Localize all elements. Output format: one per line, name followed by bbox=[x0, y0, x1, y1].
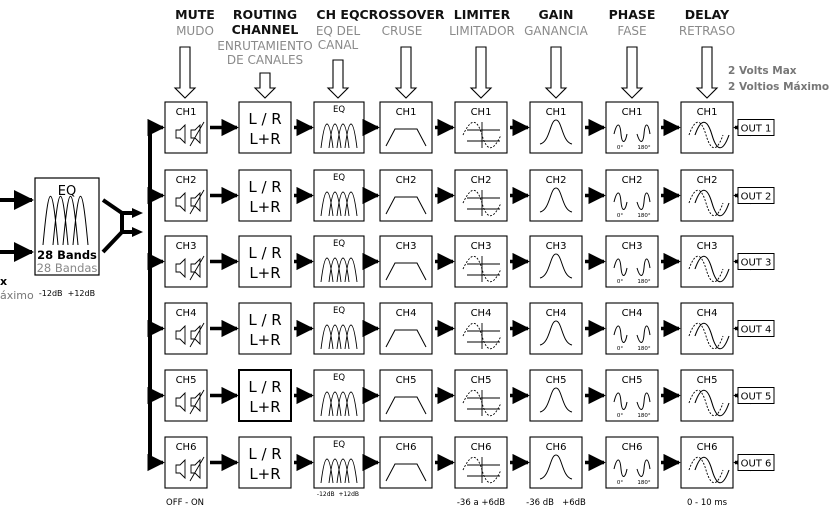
channel-label: CH1 bbox=[696, 107, 718, 118]
limiter-box-ch4 bbox=[455, 303, 507, 354]
channel-label: CH2 bbox=[395, 175, 417, 186]
header-delay-title: DELAY bbox=[684, 7, 730, 22]
volts-note-en: 2 Volts Max bbox=[728, 65, 797, 77]
channel-label: CH4 bbox=[175, 308, 197, 319]
routing-box-ch4 bbox=[239, 303, 291, 354]
channel-label: CH2 bbox=[175, 175, 197, 186]
header-phase-subtitle: FASE bbox=[617, 24, 647, 38]
channel-label: CH1 bbox=[175, 107, 197, 118]
channel-label: CH3 bbox=[696, 241, 718, 252]
crossover-box-ch3 bbox=[380, 236, 432, 287]
routing-box-ch5 bbox=[239, 370, 291, 421]
header-arrow-limiter bbox=[471, 47, 491, 98]
channel-label: CH2 bbox=[470, 175, 492, 186]
gain-box-ch1 bbox=[530, 102, 582, 153]
crossover-box-ch4 bbox=[380, 303, 432, 354]
channel-label: CH6 bbox=[175, 442, 197, 453]
channel-row-6 bbox=[150, 437, 774, 488]
routing-lplusr: L+R bbox=[249, 198, 281, 216]
range-gain: -36 dB +6dB bbox=[526, 498, 586, 508]
channel-label: CH1 bbox=[621, 107, 643, 118]
channel-label: CH4 bbox=[395, 308, 417, 319]
phase-0-label: 0° bbox=[616, 145, 624, 151]
channel-label: CH3 bbox=[621, 241, 643, 252]
output-label-3 bbox=[738, 254, 774, 270]
cheq-box-ch4 bbox=[314, 303, 364, 354]
channel-row-4 bbox=[150, 303, 774, 354]
header-crossover-subtitle: CRUSE bbox=[381, 24, 423, 38]
delay-box-ch1 bbox=[681, 102, 733, 153]
eq-label: EQ bbox=[332, 239, 346, 249]
mute-box-ch6 bbox=[165, 437, 207, 488]
input-eq-box bbox=[35, 178, 99, 275]
input-eq-bands: 28 Bands bbox=[37, 248, 97, 262]
crossover-box-ch6 bbox=[380, 437, 432, 488]
input-left-label-2: áximo bbox=[0, 289, 34, 302]
cheq-box-ch6 bbox=[314, 437, 364, 488]
phase-180-label: 180° bbox=[637, 145, 651, 151]
limiter-box-ch1 bbox=[455, 102, 507, 153]
channel-label: CH5 bbox=[545, 375, 567, 386]
channel-row-3 bbox=[150, 236, 774, 287]
mute-box-ch1 bbox=[165, 102, 207, 153]
phase-box-ch5 bbox=[606, 370, 658, 421]
routing-lplusr: L+R bbox=[249, 264, 281, 282]
delay-box-ch2 bbox=[681, 170, 733, 221]
channel-label: CH5 bbox=[395, 375, 417, 386]
channel-label: CH6 bbox=[395, 442, 417, 453]
channel-label: CH3 bbox=[175, 241, 197, 252]
header-limiter-subtitle: LIMITADOR bbox=[449, 24, 515, 38]
channel-label: CH4 bbox=[696, 308, 718, 319]
routing-lplusr: L+R bbox=[249, 130, 281, 148]
channel-label: CH4 bbox=[470, 308, 492, 319]
cheq-box-ch5 bbox=[314, 370, 364, 421]
phase-180-label: 180° bbox=[637, 413, 651, 419]
header-arrow-routing bbox=[255, 73, 275, 98]
routing-lr: L / R bbox=[248, 244, 282, 262]
phase-box-ch6 bbox=[606, 437, 658, 488]
channel-label: CH3 bbox=[470, 241, 492, 252]
channel-label: CH6 bbox=[470, 442, 492, 453]
input-eq-range: -12dB +12dB bbox=[38, 289, 96, 298]
limiter-box-ch6 bbox=[455, 437, 507, 488]
delay-box-ch4 bbox=[681, 303, 733, 354]
limiter-box-ch5 bbox=[455, 370, 507, 421]
channel-label: CH1 bbox=[395, 107, 417, 118]
phase-180-label: 180° bbox=[637, 480, 651, 486]
channel-label: CH5 bbox=[470, 375, 492, 386]
phase-180-label: 180° bbox=[637, 213, 651, 219]
header-mute-subtitle: MUDO bbox=[176, 24, 214, 38]
header-gain-title: GAIN bbox=[538, 7, 574, 22]
header-mute-title: MUTE bbox=[175, 7, 215, 22]
channel-label: CH5 bbox=[696, 375, 718, 386]
header-arrow-delay bbox=[697, 47, 717, 98]
cheq-box-ch3 bbox=[314, 236, 364, 287]
header-routing-subtitle: ENRUTAMIENTO DE CANALES bbox=[217, 39, 313, 67]
phase-0-label: 0° bbox=[616, 279, 624, 285]
cheq-box-ch1 bbox=[314, 102, 364, 153]
gain-box-ch4 bbox=[530, 303, 582, 354]
output-text: OUT 1 bbox=[740, 123, 772, 135]
routing-lplusr: L+R bbox=[249, 331, 281, 349]
header-crossover-title: CROSSOVER bbox=[359, 7, 445, 22]
phase-box-ch4 bbox=[606, 303, 658, 354]
range-cheq: -12dB +12dB bbox=[316, 491, 360, 498]
crossover-box-ch5 bbox=[380, 370, 432, 421]
delay-box-ch5 bbox=[681, 370, 733, 421]
routing-lr: L / R bbox=[248, 311, 282, 329]
output-text: OUT 6 bbox=[740, 458, 772, 470]
mute-box-ch2 bbox=[165, 170, 207, 221]
gain-box-ch5 bbox=[530, 370, 582, 421]
channel-label: CH6 bbox=[545, 442, 567, 453]
merge-arrows bbox=[103, 200, 135, 252]
output-label-2 bbox=[738, 188, 774, 204]
gain-box-ch3 bbox=[530, 236, 582, 287]
input-eq-bands-es: 28 Bandas bbox=[36, 261, 98, 275]
channel-label: CH3 bbox=[395, 241, 417, 252]
header-arrow-cheq bbox=[328, 60, 348, 98]
routing-box-ch3 bbox=[239, 236, 291, 287]
mute-box-ch4 bbox=[165, 303, 207, 354]
header-cheq-subtitle: EQ DEL CANAL bbox=[315, 24, 361, 52]
channel-label: CH1 bbox=[470, 107, 492, 118]
channel-label: CH1 bbox=[545, 107, 567, 118]
mute-box-ch3 bbox=[165, 236, 207, 287]
routing-box-ch1 bbox=[239, 102, 291, 153]
phase-box-ch2 bbox=[606, 170, 658, 221]
limiter-box-ch2 bbox=[455, 170, 507, 221]
channel-label: CH5 bbox=[175, 375, 197, 386]
channel-label: CH2 bbox=[621, 175, 643, 186]
header-arrow-crossover bbox=[396, 47, 416, 98]
volts-note-es: 2 Voltios Máximo bbox=[728, 81, 829, 93]
header-gain-subtitle: GANANCIA bbox=[524, 24, 588, 38]
gain-box-ch6 bbox=[530, 437, 582, 488]
header-arrow-mute bbox=[175, 47, 195, 98]
header-limiter-title: LIMITER bbox=[453, 7, 511, 22]
channel-label: CH3 bbox=[545, 241, 567, 252]
phase-180-label: 180° bbox=[637, 279, 651, 285]
header-arrow-gain bbox=[546, 47, 566, 98]
phase-box-ch3 bbox=[606, 236, 658, 287]
output-label-5 bbox=[738, 388, 774, 404]
channel-row-2 bbox=[150, 170, 774, 221]
routing-lr: L / R bbox=[248, 110, 282, 128]
channel-label: CH5 bbox=[621, 375, 643, 386]
delay-box-ch3 bbox=[681, 236, 733, 287]
range-limiter: -36 a +6dB bbox=[456, 498, 506, 508]
delay-box-ch6 bbox=[681, 437, 733, 488]
output-label-4 bbox=[738, 321, 774, 337]
channel-label: CH4 bbox=[621, 308, 643, 319]
routing-lplusr: L+R bbox=[249, 465, 281, 483]
output-text: OUT 5 bbox=[740, 391, 772, 403]
channel-label: CH2 bbox=[696, 175, 718, 186]
phase-box-ch1 bbox=[606, 102, 658, 153]
header-cheq-title: CH EQ bbox=[316, 7, 360, 22]
channel-label: CH2 bbox=[545, 175, 567, 186]
eq-label: EQ bbox=[332, 306, 346, 316]
output-text: OUT 4 bbox=[740, 324, 772, 336]
input-left-label-1: x bbox=[0, 275, 8, 288]
header-phase-title: PHASE bbox=[608, 7, 656, 22]
phase-0-label: 0° bbox=[616, 213, 624, 219]
output-label-6 bbox=[738, 455, 774, 471]
channel-label: CH4 bbox=[545, 308, 567, 319]
channel-label: CH6 bbox=[696, 442, 718, 453]
crossover-box-ch1 bbox=[380, 102, 432, 153]
phase-180-label: 180° bbox=[637, 346, 651, 352]
routing-box-ch2 bbox=[239, 170, 291, 221]
routing-lr: L / R bbox=[248, 445, 282, 463]
phase-0-label: 0° bbox=[616, 346, 624, 352]
routing-lr: L / R bbox=[248, 178, 282, 196]
channel-label: CH6 bbox=[621, 442, 643, 453]
header-arrow-phase bbox=[622, 47, 642, 98]
input-eq-label: EQ bbox=[57, 184, 77, 199]
eq-label: EQ bbox=[332, 173, 346, 183]
mute-box-ch5 bbox=[165, 370, 207, 421]
channel-row-1 bbox=[150, 102, 774, 153]
output-text: OUT 2 bbox=[740, 191, 772, 203]
limiter-box-ch3 bbox=[455, 236, 507, 287]
channel-row-5 bbox=[150, 370, 774, 421]
output-label-1 bbox=[738, 120, 774, 136]
phase-0-label: 0° bbox=[616, 480, 624, 486]
crossover-box-ch2 bbox=[380, 170, 432, 221]
gain-box-ch2 bbox=[530, 170, 582, 221]
phase-0-label: 0° bbox=[616, 413, 624, 419]
range-mute: OFF - ON bbox=[166, 498, 204, 508]
range-delay: 0 - 10 ms bbox=[686, 498, 728, 508]
output-text: OUT 3 bbox=[740, 257, 772, 269]
routing-lplusr: L+R bbox=[249, 398, 281, 416]
header-routing-title: ROUTING CHANNEL bbox=[231, 7, 299, 37]
eq-label: EQ bbox=[332, 373, 346, 383]
eq-label: EQ bbox=[332, 105, 346, 115]
routing-lr: L / R bbox=[248, 378, 282, 396]
header-delay-subtitle: RETRASO bbox=[678, 24, 736, 38]
routing-box-ch6 bbox=[239, 437, 291, 488]
cheq-box-ch2 bbox=[314, 170, 364, 221]
eq-label: EQ bbox=[332, 440, 346, 450]
